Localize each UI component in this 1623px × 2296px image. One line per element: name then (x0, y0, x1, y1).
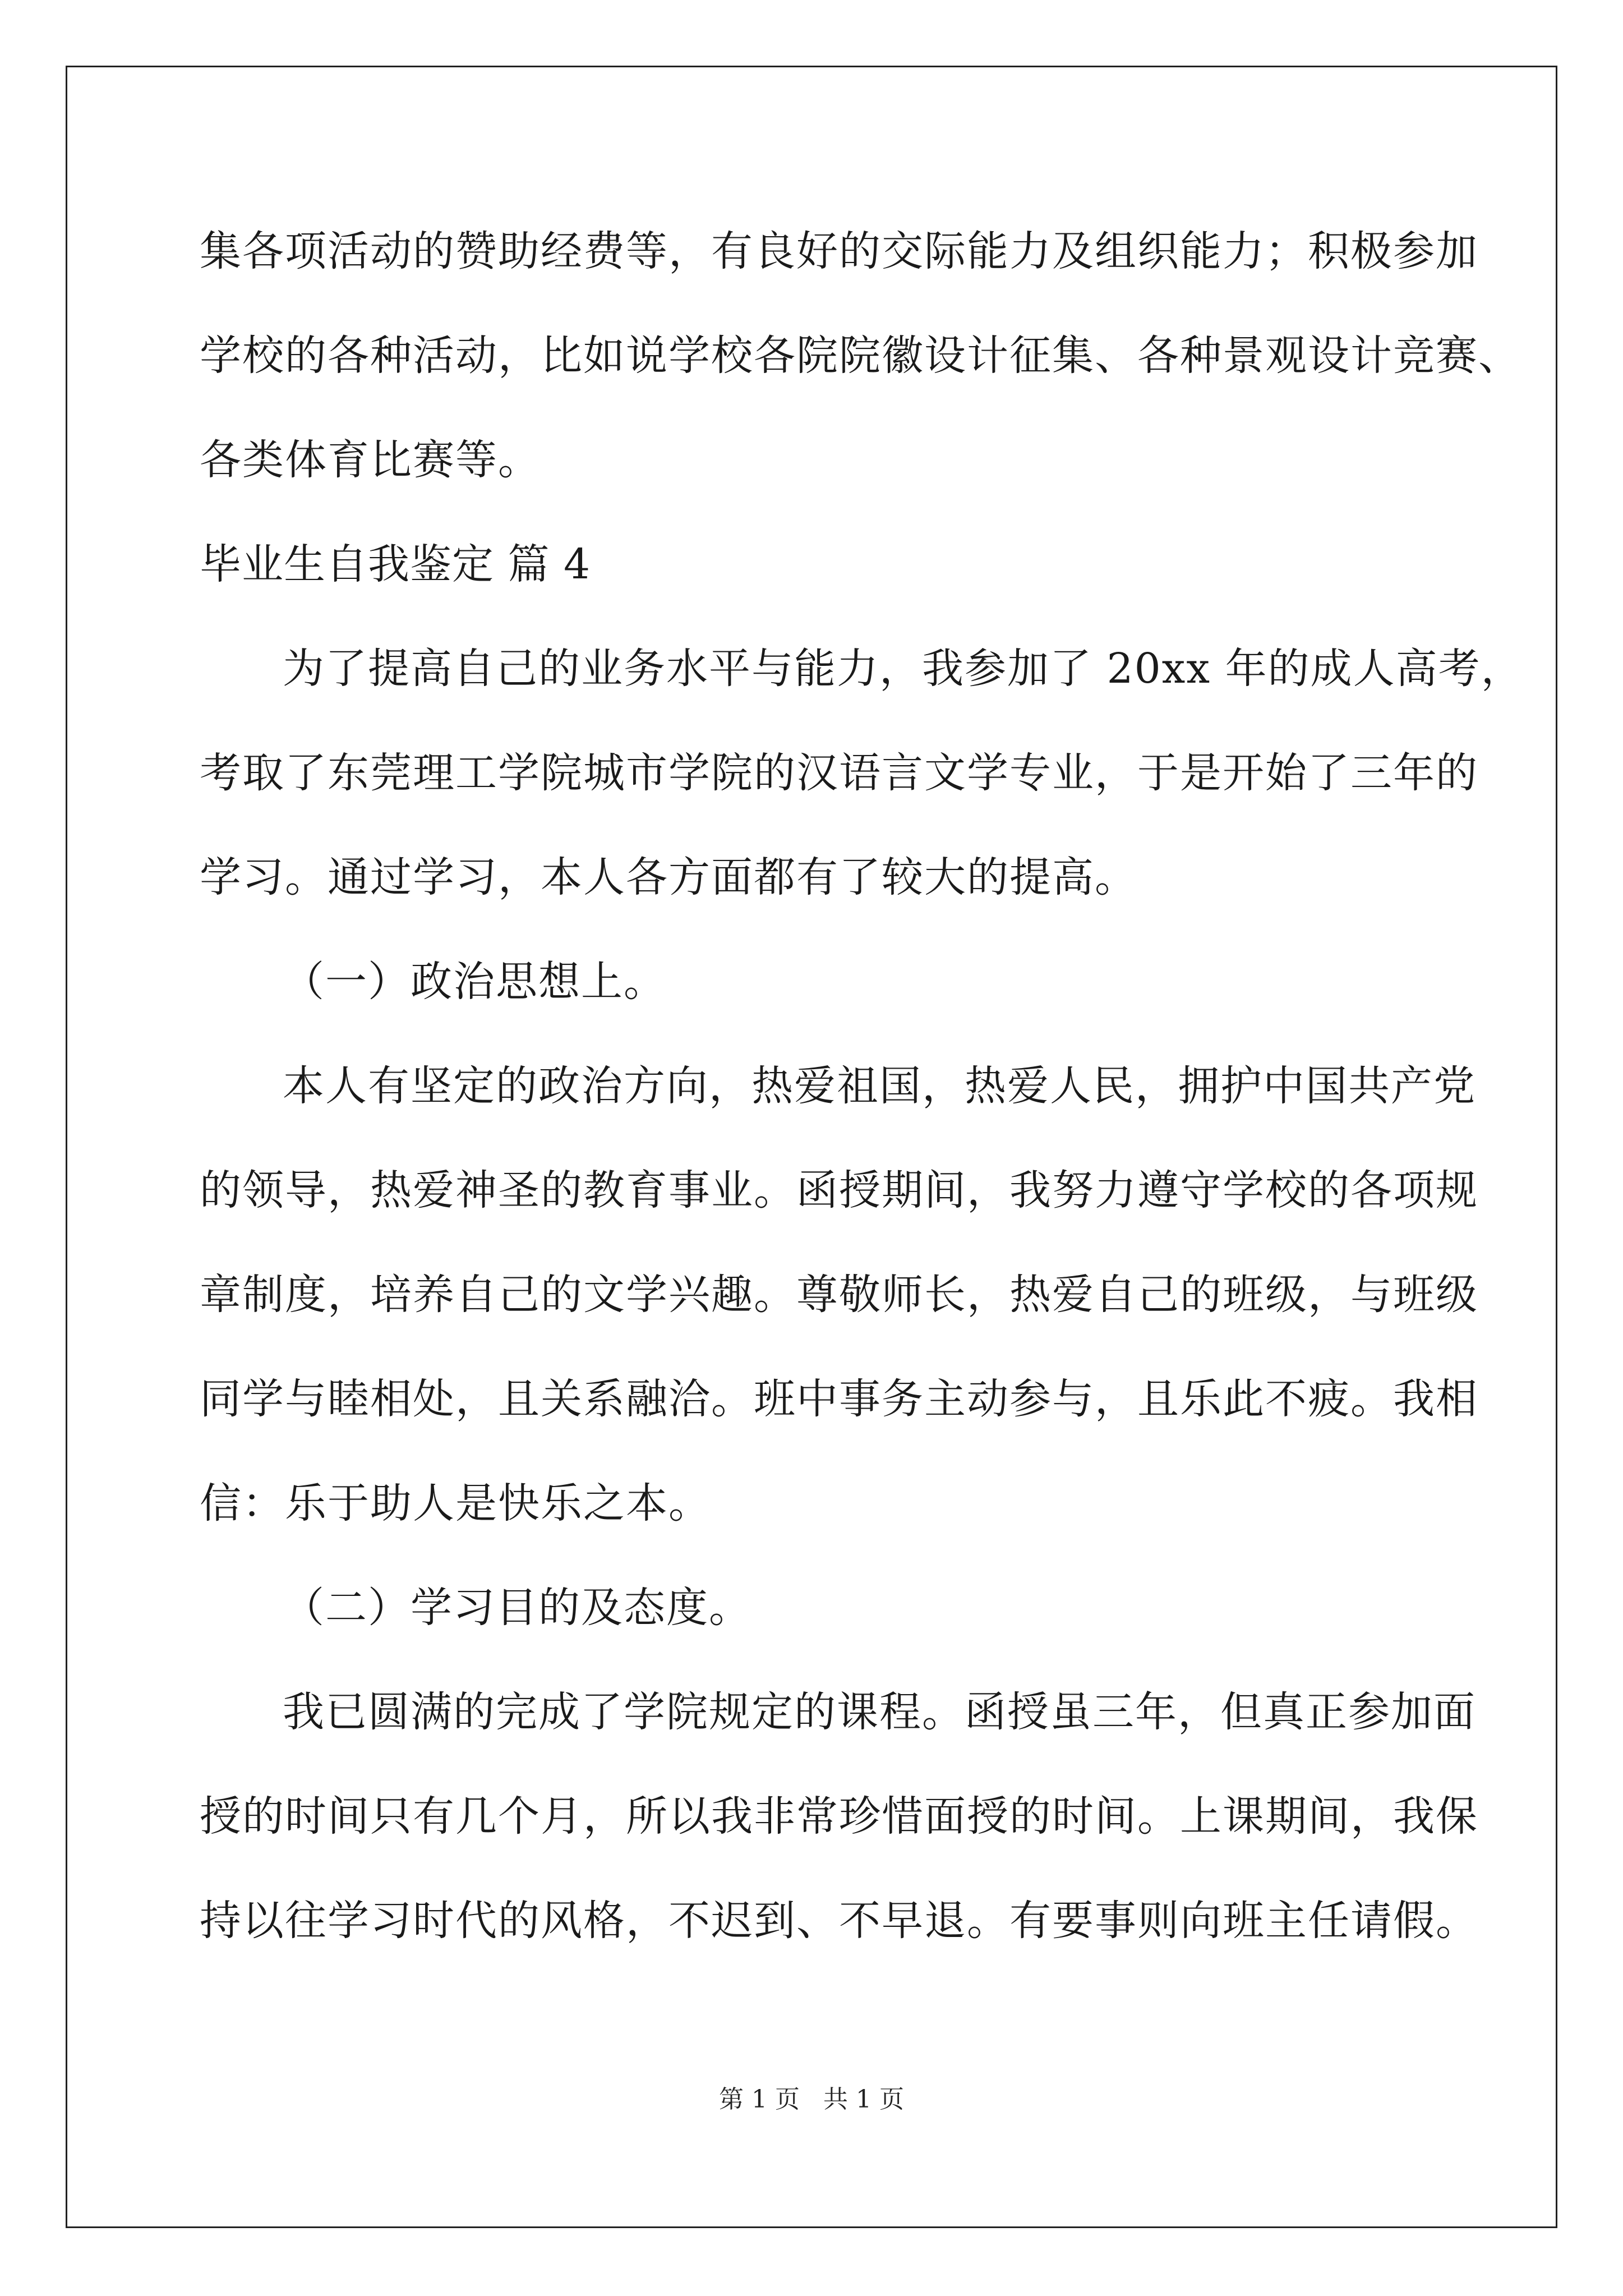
text-line: 信：乐于助人是快乐之本。 (200, 1479, 711, 1527)
text-line: 持以往学习时代的风格，不迟到、不早退。有要事则向班主任请假。 (200, 1897, 1478, 1945)
text-line: 授的时间只有几个月，所以我非常珍惜面授的时间。上课期间，我保 (200, 1792, 1478, 1841)
text-line: 学习。通过学习，本人各方面都有了较大的提高。 (200, 853, 1137, 901)
text-line: 本人有坚定的政治方向，热爱祖国，热爱人民，拥护中国共产党 (283, 1062, 1476, 1110)
text-line: 章制度，培养自己的文学兴趣。尊敬师长，热爱自己的班级，与班级 (200, 1271, 1478, 1319)
text-line: 我已圆满的完成了学院规定的课程。函授虽三年，但真正参加面 (283, 1688, 1476, 1736)
text-line: 考取了东莞理工学院城市学院的汉语言文学专业，于是开始了三年的 (200, 749, 1478, 797)
text-line: 为了提高自己的业务水平与能力，我参加了 20xx 年的成人高考， (283, 645, 1524, 693)
text-line: 集各项活动的赞助经费等，有良好的交际能力及组织能力；积极参加 (200, 227, 1478, 275)
document-body (200, 199, 1524, 1973)
subsection-heading: （二）学习目的及态度。 (283, 1584, 751, 1632)
text-line: 的领导，热爱神圣的教育事业。函授期间，我努力遵守学校的各项规 (200, 1166, 1478, 1214)
section-heading: 毕业生自我鉴定 篇 4 (200, 540, 591, 588)
subsection-heading: （一）政治思想上。 (283, 958, 666, 1006)
text-line: 学校的各种活动，比如说学校各院院徽设计征集、各种景观设计竞赛、 (200, 332, 1521, 380)
page-footer: 第 1 页 共 1 页 (719, 2085, 904, 2114)
text-line: 同学与睦相处，且关系融洽。班中事务主动参与，且乐此不疲。我相 (200, 1375, 1478, 1423)
text-line: 各类体育比赛等。 (200, 436, 541, 484)
